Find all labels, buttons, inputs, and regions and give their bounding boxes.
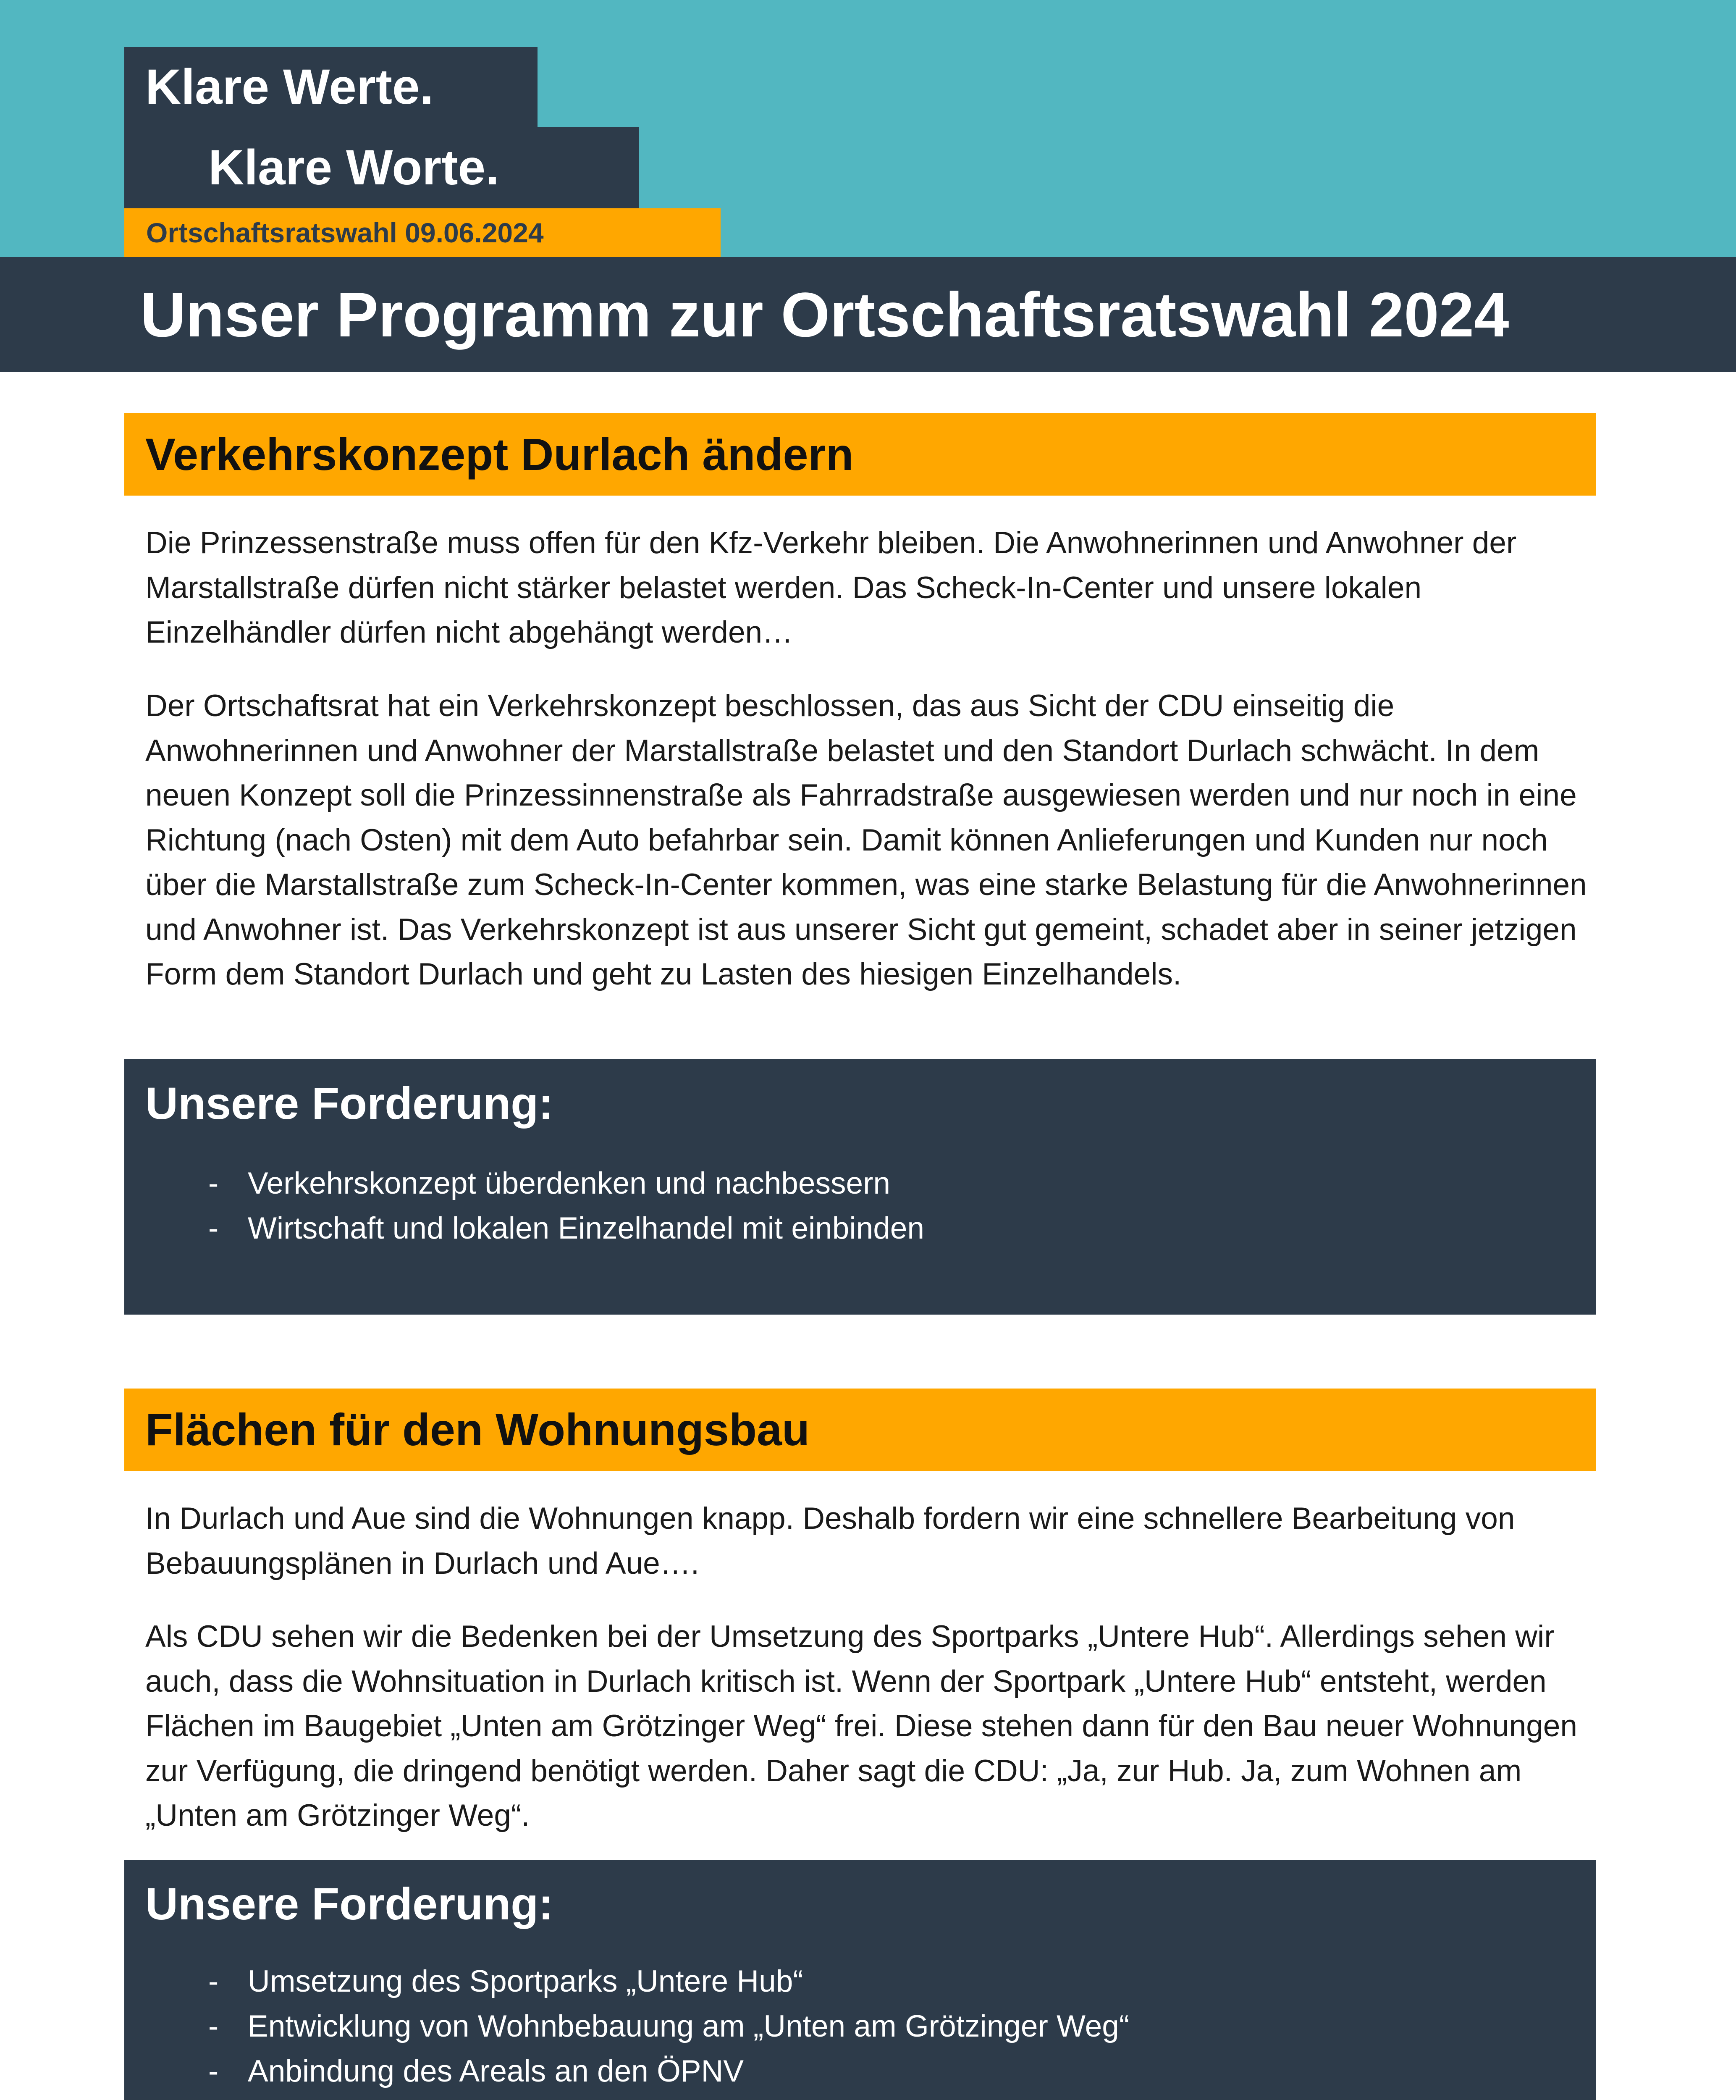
- demand-title: Unsere Forderung:: [145, 1078, 554, 1129]
- list-item: [208, 1206, 924, 1251]
- slogan-line-1-text: Klare Werte.: [145, 59, 434, 115]
- election-date-banner: [124, 208, 721, 257]
- section-paragraph: Die Prinzessenstraße muss offen für den Kfz-Verkehr bleiben. Die Anwohnerinnen und Anwohner der Marstallstraße dürfen nicht stärker belastet werden. Das Scheck-In-Center und unsere lokalen Einzelhändler dürfen nicht abgehängt werden…: [145, 526, 1517, 649]
- slogan-line-2-text: Klare Worte.: [208, 140, 499, 195]
- slogan-line-2: [124, 127, 639, 208]
- section-paragraph: Als CDU sehen wir die Bedenken bei der Umsetzung des Sportparks „Untere Hub“. Allerdings sehen wir auch, dass die Wohnsituation in Durlach kritisch ist. Wenn der Sportpark „Untere Hub“ entsteht, werden Flächen im Baugebiet „Unten am Grötzinger Weg“ frei. Diese stehen dann für den Bau neuer Wohnungen zur Verfügung, die dringend benötigt werden. Daher sagt die CDU: „Ja, zur Hub. Ja, zum Wohnen am „Unten am Grötzinger Weg“.: [145, 1620, 1578, 1832]
- demand-box-housing: [124, 1860, 1596, 2100]
- list-item-text: Anbindung des Areals an den ÖPNV: [248, 2054, 744, 2088]
- list-item: [208, 2049, 1129, 2094]
- section-heading-traffic: [124, 413, 1596, 496]
- section-heading-text: Flächen für den Wohnungsbau: [145, 1404, 810, 1455]
- demand-box-traffic: [124, 1059, 1596, 1315]
- demand-title: Unsere Forderung:: [145, 1878, 554, 1929]
- list-item-text: Wirtschaft und lokalen Einzelhandel mit einbinden: [248, 1211, 924, 1245]
- list-item: [208, 1959, 1129, 2004]
- list-dash: -: [208, 2009, 219, 2043]
- list-dash: -: [208, 1166, 219, 1200]
- section-heading-text: Verkehrskonzept Durlach ändern: [145, 429, 854, 480]
- demand-list: [208, 1959, 1129, 2094]
- page-title-band: [0, 257, 1736, 372]
- election-date-text: Ortschaftsratswahl 09.06.2024: [146, 217, 544, 248]
- list-item: [208, 1161, 924, 1206]
- list-dash: -: [208, 1964, 219, 1998]
- list-item-text: Umsetzung des Sportparks „Untere Hub“: [248, 1964, 803, 1998]
- section-paragraph: In Durlach und Aue sind die Wohnungen knapp. Deshalb fordern wir eine schnellere Bearbeitung von Bebauungsplänen in Durlach und Aue….: [145, 1502, 1515, 1580]
- list-item-text: Entwicklung von Wohnbebauung am „Unten am Grötzinger Weg“: [248, 2009, 1130, 2043]
- list-item-text: Verkehrskonzept überdenken und nachbessern: [248, 1166, 891, 1200]
- section-heading-housing: [124, 1389, 1596, 1471]
- page-title: Unser Programm zur Ortschaftsratswahl 2024: [140, 279, 1509, 350]
- list-item: [208, 2004, 1129, 2049]
- demand-list: [208, 1161, 924, 1251]
- list-dash: -: [208, 2054, 219, 2088]
- list-dash: -: [208, 1211, 219, 1245]
- slogan-line-1: [124, 47, 538, 127]
- section-paragraph: Der Ortschaftsrat hat ein Verkehrskonzept beschlossen, das aus Sicht der CDU einseitig die Anwohnerinnen und Anwohner der Marstallstraße belastet und den Standort Durlach schwächt. In dem neuen Konzept soll die Prinzessinnenstraße als Fahrradstraße ausgewiesen werden und nur noch in eine Richtung (nach Osten) mit dem Auto befahrbar sein. Damit können Anlieferungen und Kunden nur noch über die Marstallstraße zum Scheck-In-Center kommen, was eine starke Belastung für die Anwohnerinnen und Anwohner ist. Das Verkehrskonzept ist aus unserer Sicht gut gemeint, schadet aber in seiner jetzigen Form dem Standort Durlach und geht zu Lasten des hiesigen Einzelhandels.: [145, 689, 1587, 991]
